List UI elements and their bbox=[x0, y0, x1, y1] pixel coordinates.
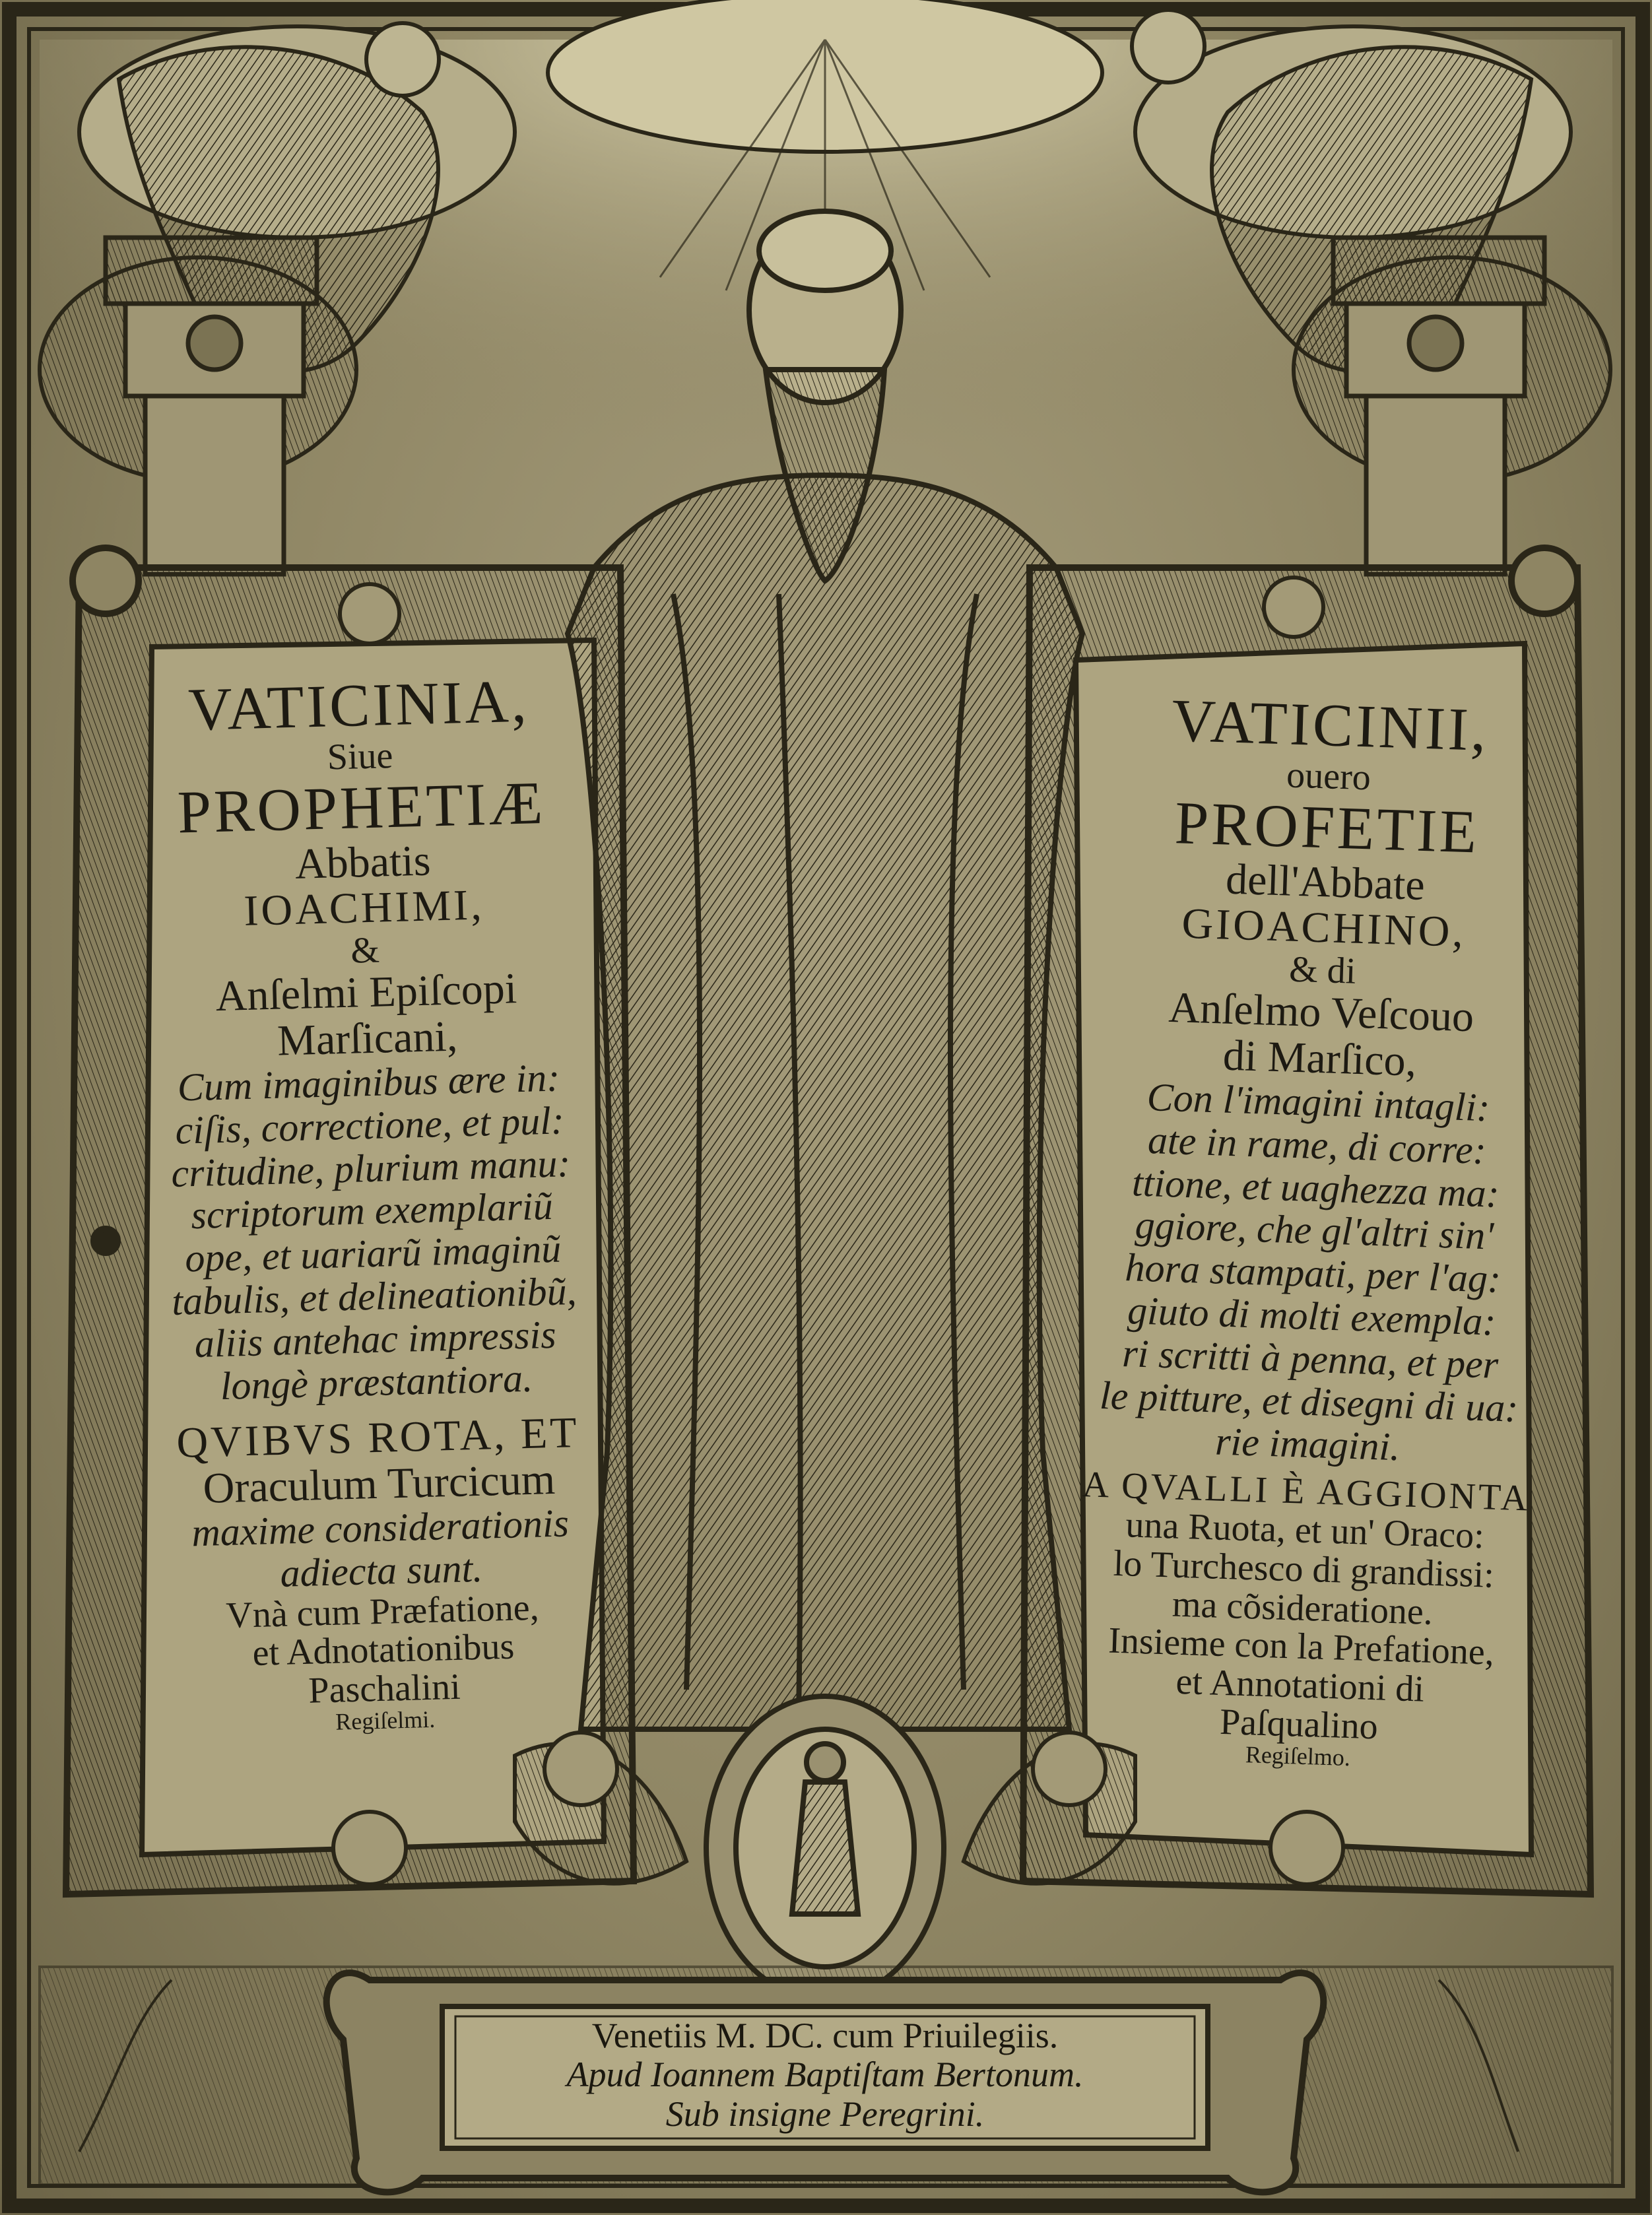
left-line-21: Vnà cum Præfatione, bbox=[225, 1587, 540, 1636]
left-line-1: VATICINIA, bbox=[187, 667, 530, 744]
right-line-1: VATICINII, bbox=[1170, 686, 1490, 764]
left-line-15: aliis antehac impressis bbox=[193, 1312, 557, 1366]
right-line-12: ggiore, che gl'altri sin' bbox=[1134, 1203, 1495, 1258]
imprint-line-2: Apud Ioannem Baptiſtam Bertonum. bbox=[566, 2055, 1084, 2095]
right-line-4: dell'Abbate bbox=[1225, 855, 1426, 909]
left-line-20: adiecta sunt. bbox=[279, 1546, 483, 1595]
right-line-10: ate in rame, di corre: bbox=[1147, 1117, 1487, 1172]
left-line-3: PROPHETIÆ bbox=[176, 769, 546, 846]
left-line-2: Siue bbox=[326, 735, 394, 778]
right-line-11: ttione, et uaghezza ma: bbox=[1131, 1160, 1500, 1216]
right-line-22: Insieme con la Prefatione, bbox=[1107, 1620, 1495, 1674]
right-line-23: et Annotationi di bbox=[1175, 1661, 1425, 1710]
right-line-6: & di bbox=[1288, 948, 1357, 992]
right-line-18: A QVALLI È AGGIONTA bbox=[1081, 1464, 1531, 1519]
pilgrim-medallion bbox=[706, 1696, 944, 2000]
left-line-19: maxime considerationis bbox=[191, 1501, 570, 1555]
imprint-line-1: Venetiis M. DC. cum Priuilegiis. bbox=[591, 2016, 1059, 2055]
right-line-7: Anſelmo Veſcouo bbox=[1168, 983, 1475, 1041]
right-line-25: Regiſelmo. bbox=[1245, 1740, 1351, 1771]
right-line-17: rie imagini. bbox=[1214, 1419, 1401, 1469]
right-line-8: di Marſico, bbox=[1222, 1031, 1418, 1086]
right-line-21: ma cõsideratione. bbox=[1172, 1583, 1434, 1633]
right-line-19: una Ruota, et un' Oraco: bbox=[1125, 1504, 1485, 1557]
right-line-2: ouero bbox=[1286, 754, 1371, 798]
left-line-18: Oraculum Turcicum bbox=[202, 1455, 556, 1513]
left-line-7: Anſelmi Epiſcopi bbox=[215, 964, 517, 1021]
right-line-20: lo Turchesco di grandissi: bbox=[1112, 1542, 1495, 1596]
left-line-12: scriptorum exemplariũ bbox=[190, 1184, 554, 1238]
left-line-13: ope, et uariarũ imaginũ bbox=[184, 1226, 562, 1280]
left-line-23: Paschalini bbox=[308, 1666, 461, 1711]
left-line-24: Regiſelmi. bbox=[335, 1705, 436, 1735]
left-line-6: & bbox=[350, 929, 380, 972]
left-tablet-latin-title bbox=[143, 668, 602, 1827]
left-line-9: Cum imaginibus ære in: bbox=[176, 1055, 560, 1109]
right-tablet-italian-title bbox=[1065, 686, 1562, 1835]
left-line-10: ciſis, correctione, et pul: bbox=[174, 1098, 565, 1152]
left-line-17: QVIBVS ROTA, ET bbox=[176, 1408, 580, 1468]
left-line-5: IOACHIMI, bbox=[243, 880, 485, 936]
left-line-4: Abbatis bbox=[294, 836, 432, 888]
left-line-22: et Adnotationibus bbox=[251, 1626, 515, 1674]
right-line-5: GIOACHINO, bbox=[1181, 899, 1467, 957]
left-line-16: longè præstantiora. bbox=[219, 1356, 533, 1408]
left-line-8: Marſicani, bbox=[277, 1012, 459, 1065]
right-line-9: Con l'imagini intagli: bbox=[1146, 1074, 1491, 1130]
right-line-24: Paſqualino bbox=[1219, 1701, 1379, 1748]
right-line-3: PROFETIE bbox=[1173, 789, 1480, 866]
right-line-14: giuto di molti exempla: bbox=[1127, 1288, 1497, 1344]
left-line-11: critudine, plurium manu: bbox=[170, 1141, 572, 1195]
imprint-line-3: Sub insigne Peregrini. bbox=[665, 2094, 985, 2134]
right-line-13: hora stampati, per l'ag: bbox=[1124, 1245, 1502, 1302]
right-line-15: ri scritti à penna, et per bbox=[1121, 1331, 1500, 1387]
imprint-text bbox=[462, 2016, 1188, 2142]
left-line-14: tabulis, et delineationibũ, bbox=[171, 1269, 578, 1323]
right-line-16: le pitture, et disegni di ua: bbox=[1099, 1373, 1519, 1430]
